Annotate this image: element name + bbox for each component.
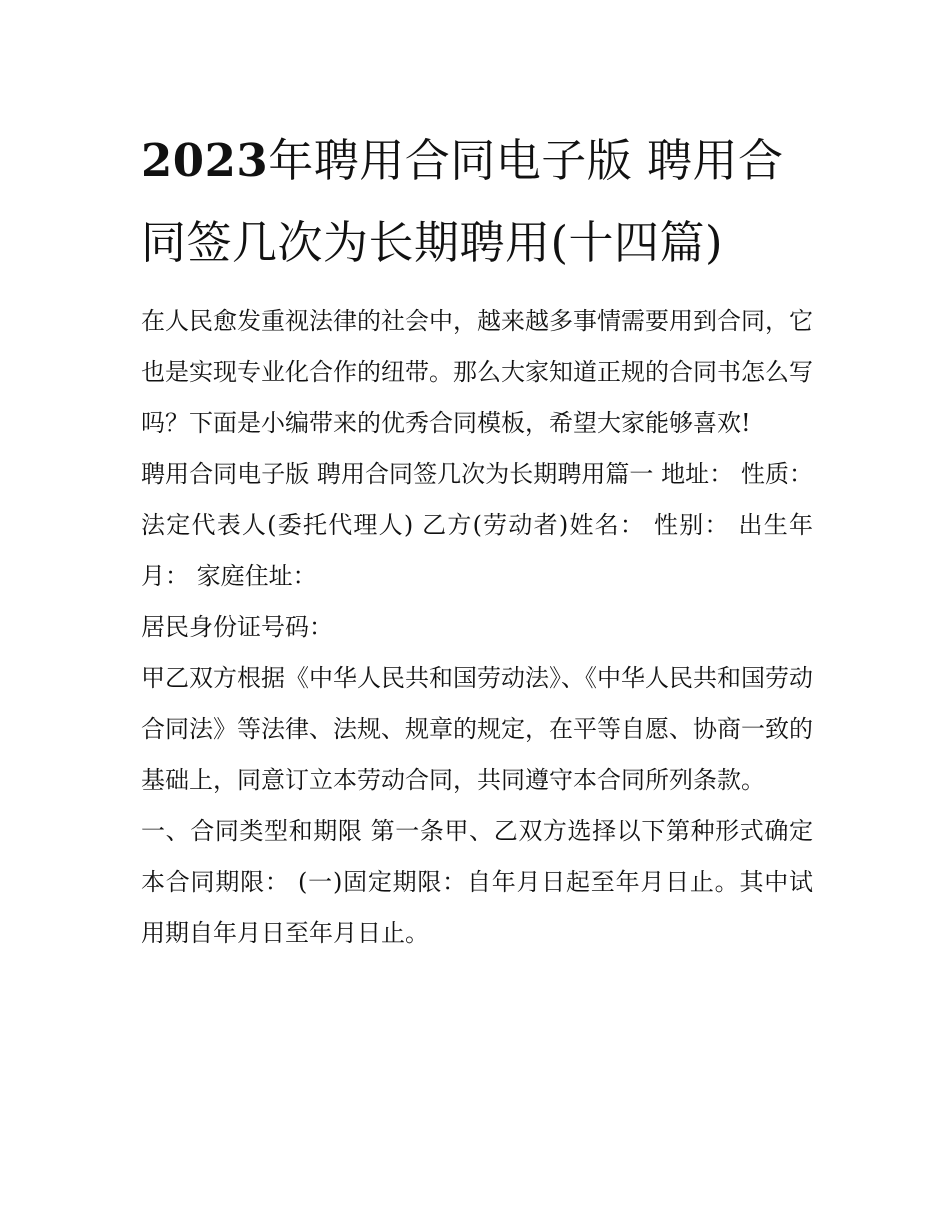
legal-basis-paragraph: 甲乙双方根据《中华人民共和国劳动法》、《中华人民共和国劳动合同法》等法律、法规、规章的规定，在平等自愿、协商一致的基础上，同意订立本劳动合同，共同遵守本合同所列条款。	[141, 664, 813, 794]
contract-party-info-paragraph: 聘用合同电子版 聘用合同签几次为长期聘用篇一 地址： 性质： 法定代表人(委托代理人) 乙方(劳动者)姓名： 性别： 出生年月： 家庭住址：	[141, 460, 813, 590]
document-body	[141, 120, 813, 959]
title-text: 年聘用合同电子版 聘用合同签几次为长期聘用(十四篇)	[141, 134, 784, 269]
intro-paragraph: 在人民愈发重视法律的社会中，越来越多事情需要用到合同，它也是实现专业化合作的纽带。那么大家知道正规的合同书怎么写吗？下面是小编带来的优秀合同模板，希望大家能够喜欢!	[141, 307, 813, 437]
document-title	[141, 120, 813, 284]
contract-term-paragraph: 一、合同类型和期限 第一条甲、乙双方选择以下第种形式确定本合同期限： (一)固定期限：自年月日起至年月日止。其中试用期自年月日至年月日止。	[141, 817, 813, 947]
id-number-paragraph: 居民身份证号码：	[141, 613, 333, 641]
title-year: 2023	[141, 134, 269, 187]
